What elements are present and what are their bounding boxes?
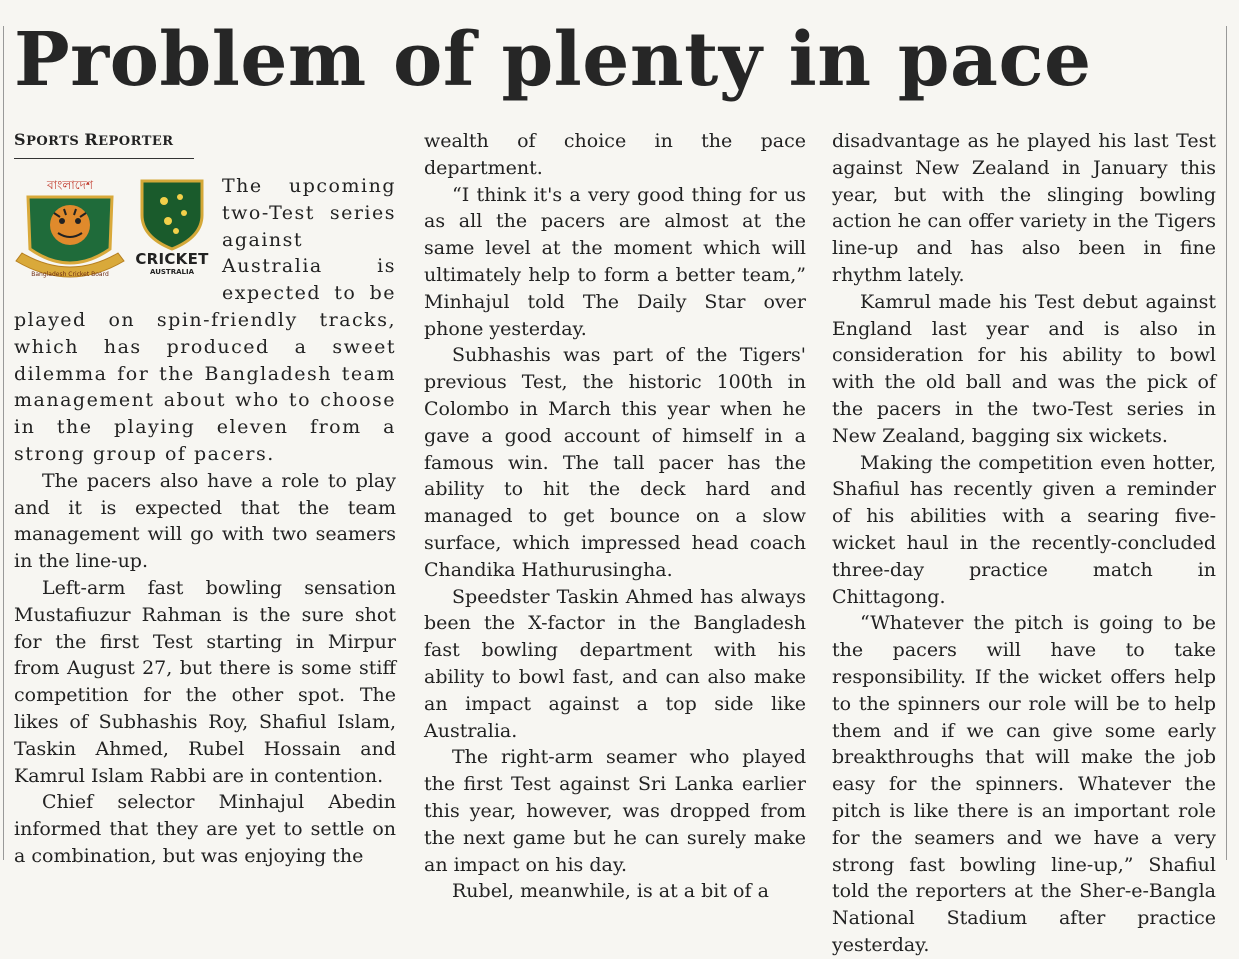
cricket-australia-logo — [132, 175, 212, 299]
cricket-australia-subtext: AUSTRALIA — [150, 268, 194, 276]
bcb-logo-ribbon-text: Bangladesh Cricket Board — [31, 271, 109, 278]
article-column-2 — [424, 128, 806, 905]
article-column-3 — [832, 128, 1216, 959]
paragraph: Chief selector Minhajul Abedin informed that they are yet to settle on a combination, but was enjoying the — [14, 791, 396, 867]
headline: Problem of plenty in pace — [14, 17, 1092, 103]
paragraph: Making the competition even hotter, Shafiul has recently given a reminder of his abilities with a searing five-wicket haul in the recently-concluded three-day practice match in Chittagong. — [832, 451, 1216, 608]
byline-initial: S — [14, 130, 27, 149]
bcb-logo-bangla: বাংলাদেশ — [47, 178, 93, 192]
cricket-australia-crest — [132, 175, 212, 251]
article-column-1 — [14, 126, 396, 870]
paragraph: Kamrul made his Test debut against England last year and is also in consideration for his ability to bowl with the old ball and was the pick of the pacers in the two-Test series in New Zealand, bagging six wickets. — [832, 290, 1216, 447]
paragraph: wealth of choice in the pace department. — [424, 130, 806, 179]
left-column-rule — [3, 26, 4, 860]
byline-rest: EPORTER — [98, 134, 174, 149]
paragraph: Subhashis was part of the Tigers' previous Test, the historic 100th in Colombo in March this year when he gave a good account of himself in a famous win. The tall pacer has the ability to hit the deck hard and managed to get bounce on a slow surface, which impressed head coach Chandika Hathurusingha. — [424, 344, 806, 581]
team-logos — [14, 173, 220, 301]
paragraph: The upcoming two-Test series against Australia is expected to be played on spin-friendly tracks, which has produced a sweet dilemma for the Bangladesh team management about who to choose in the playing eleven from a strong group of pacers. — [14, 175, 396, 465]
paragraph: disadvantage as he played his last Test against New Zealand in January this year, but with the slinging bowling action he can offer variety in the Tigers line-up and has also been in fine rhythm lately. — [832, 130, 1216, 286]
paragraph: The right-arm seamer who played the first Test against Sri Lanka earlier this year, however, was dropped from the next game but he can surely make an impact on his day. — [424, 746, 806, 876]
paragraph: Speedster Taskin Ahmed has always been the X-factor in the Bangladesh fast bowling department with his ability to bowl fast, and can also make an impact against a top side like Australia. — [424, 585, 806, 742]
bcb-logo — [14, 173, 126, 293]
paragraph: The pacers also have a role to play and it is expected that the team management will go with two seamers in the line-up. — [14, 469, 396, 573]
byline-rest: PORTS — [26, 134, 85, 149]
byline-initial: R — [84, 130, 99, 149]
right-column-rule — [1226, 26, 1227, 860]
paragraph: “Whatever the pitch is going to be the pacers will have to take responsibility. If the wicket offers help to the spinners our role will be to help them and if we can give some early breakthroughs that will make the job easy for the spinners. Whatever the pitch is like there is an important role for the seamers and we have a very strong fast bowling line-up,” Shafiul told the reporters at the Sher-e-Bangla National Stadium after practice yesterday. — [832, 612, 1216, 956]
cricket-australia-wordmark: CRICKET — [135, 250, 209, 268]
byline — [14, 130, 194, 159]
paragraph: Rubel, meanwhile, is at a bit of a — [452, 880, 769, 903]
paragraph: Left-arm fast bowling sensation Mustafiuzur Rahman is the sure shot for the first Test starting in Mirpur from August 27, but there is some stiff competition for the other spot. The likes of Subhashis Roy, Shafiul Islam, Taskin Ahmed, Rubel Hossain and Kamrul Islam Rabbi are in contention. — [14, 576, 396, 787]
paragraph: “I think it's a very good thing for us as all the pacers are almost at the same level at the moment which will ultimately help to form a better team,” Minhajul told The Daily Star over phone yesterday. — [424, 183, 806, 340]
